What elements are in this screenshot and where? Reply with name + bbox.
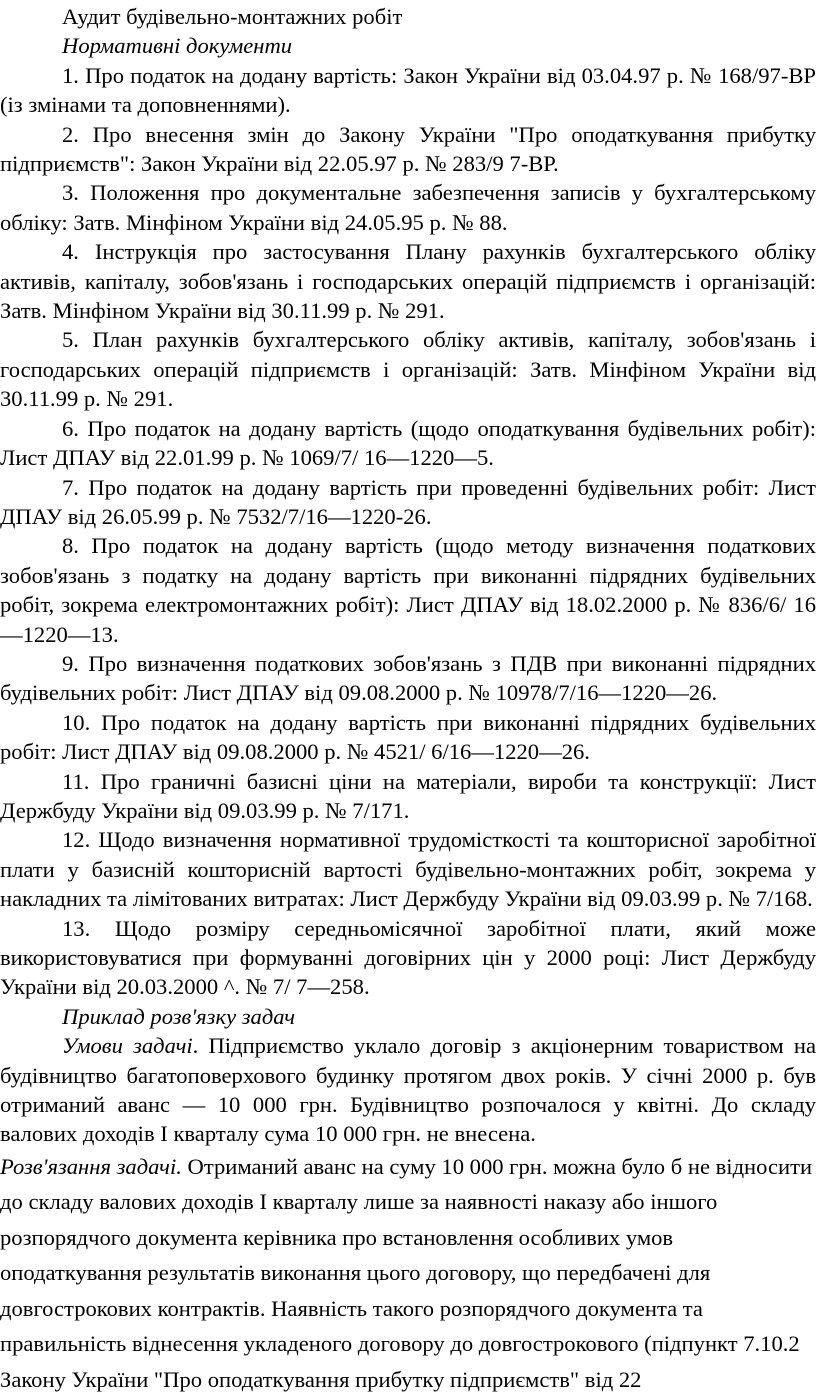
document-title: Аудит будівельно-монтажних робіт <box>62 4 403 29</box>
solution-text: Отриманий аванс на суму 10 000 грн. можна було б не відносити до складу валових доходів І кварталу лише за наявності наказу або іншого розпорядчого документа керівника про встановлення особливих умов оподаткування результатів виконання цього договору, що передбачені для довгострокових контрактів. Наявність такого розпорядчого документа та правильність віднесення укладеного договору до довгострокового (підпункт 7.10.2 Закону України "Про оподаткування прибутку підприємств" від 22 <box>0 1153 813 1392</box>
normative-heading: Нормативні документи <box>62 33 293 59</box>
conditions-label: Умови задачі <box>62 1033 193 1059</box>
list-item: 10. Про податок на додану вартість при виконанні підрядних будівельних робіт: Лист ДПАУ від 09.08.2000 р. № 4521/ 6/16—1220—26. <box>0 709 816 765</box>
list-item: 9. Про визначення податкових зобов'язань з ПДВ при виконанні підрядних будівельних робіт: Лист ДПАУ від 09.08.2000 р. № 10978/7/16—1220—26. <box>0 650 816 706</box>
normative-list <box>0 61 816 1002</box>
task-solution <box>0 1149 816 1397</box>
list-item: 13. Щодо розміру середньомісячної заробітної плати, який може використовуватися при формуванні договірних цін у 2000 році: Лист Держбуду України від 20.03.2000 ^. № 7/ 7—258. <box>0 915 816 1000</box>
list-item: 6. Про податок на додану вартість (щодо оподаткування будівельних робіт): Лист ДПАУ від 22.01.99 р. № 1069/7/ 16—1220—5. <box>0 415 816 471</box>
list-item: 11. Про граничні базисні ціни на матеріали, вироби та конструкції: Лист Держбуду України від 09.03.99 р. № 7/171. <box>0 768 816 823</box>
list-item: 2. Про внесення змін до Закону України "Про оподаткування прибутку підприємств": Закон України від 22.05.97 р. № 283/9 7-ВР. <box>0 121 816 177</box>
list-item: 12. Щодо визначення нормативної трудомісткості та кошторисної заробітної плати у базисній кошторисній вартості будівельно-монтажних робіт, зокрема у накладних та лімітованих витратах: Лист Держбуду України від 09.03.99 р. № 7/168. <box>0 827 816 912</box>
example-heading: Приклад розв'язку задач <box>62 1003 296 1029</box>
solution-label: Розв'язання задачі. <box>0 1153 182 1179</box>
list-item: 1. Про податок на додану вартість: Закон України від 03.04.97 р. № 168/97-ВР (із змінами та доповненнями). <box>0 62 816 118</box>
list-item: 4. Інструкція про застосування Плану рахунків бухгалтерського обліку активів, капіталу, зобов'язань і господарських операцій підприємств і організацій: Затв. Мінфіном України від 30.11.99 р. № 291. <box>0 239 816 324</box>
conditions-text: . Підприємство уклало договір з акціонерним товариством на будівництво багатоповерхового будинку протягом двох років. У січні 2000 р. був отриманий аванс — 10 000 грн. Будівництво розпочалося у квітні. До складу валових доходів І кварталу сума 10 000 грн. не внесена. <box>0 1033 816 1147</box>
task-conditions <box>0 1031 816 1149</box>
list-item: 5. План рахунків бухгалтерського обліку активів, капіталу, зобов'язань і господарських операцій підприємств і організацій: Затв. Мінфіном України від 30.11.99 р. № 291. <box>0 327 816 412</box>
list-item: 7. Про податок на додану вартість при проведенні будівельних робіт: Лист ДПАУ від 26.05.99 р. № 7532/7/16—1220-26. <box>0 474 816 529</box>
list-item: 3. Положення про документальне забезпечення записів у бухгалтерському обліку: Затв. Мінфіном України від 24.05.95 р. № 88. <box>0 180 816 235</box>
list-item: 8. Про податок на додану вартість (щодо методу визначення податкових зобов'язань з податку на додану вартість при виконанні підрядних будівельних робіт, зокрема електромонтажних робіт): Лист ДПАУ від 18.02.2000 р. № 836/6/ 16—1220—13. <box>0 533 816 647</box>
